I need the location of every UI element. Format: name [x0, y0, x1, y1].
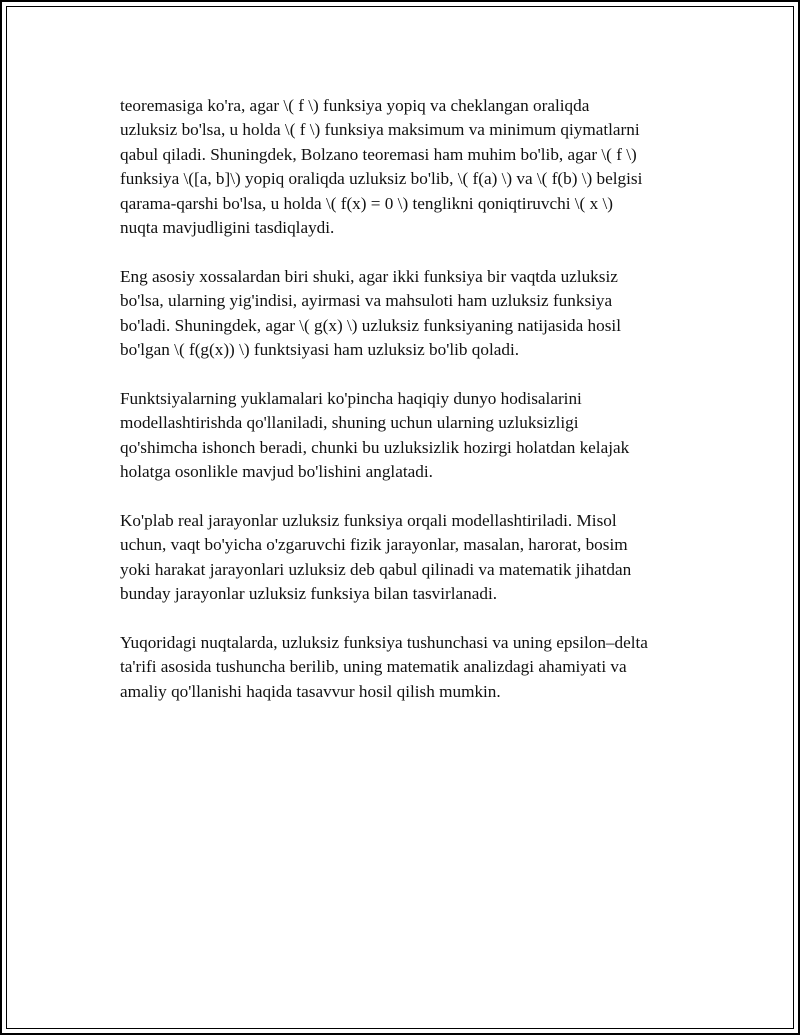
text-line: Funktsiyalarning yuklamalari ko'pincha haqiqiy dunyo hodisalarini	[120, 388, 582, 408]
text-line: uzluksiz bo'lsa, u holda \( f \) funksiya maksimum va minimum qiymatlarni	[120, 120, 640, 140]
text-line: teoremasiga ko'ra, agar \( f \) funksiya yopiq va cheklangan oraliqda	[120, 96, 590, 115]
text-line: yoki harakat jarayonlari uzluksiz deb qabul qilinadi va matematik jihatdan	[120, 559, 632, 579]
text-line: funksiya \([a, b]\) yopiq oraliqda uzluksiz bo'lib, \( f(a) \) va \( f(b) \) belgisi	[120, 169, 643, 189]
paragraph-operations-continuity	[120, 265, 700, 363]
text-line: bo'ladi. Shuningdek, agar \( g(x) \) uzluksiz funksiyaning natijasida hosil	[120, 315, 621, 335]
text-line: Ko'plab real jarayonlar uzluksiz funksiya orqali modellashtiriladi. Misol	[120, 510, 617, 530]
text-line: qarama-qarshi bo'lsa, u holda \( f(x) = 0 \) tenglikni qoniqtiruvchi \( x \)	[120, 193, 613, 213]
document-body	[120, 94, 700, 728]
paragraph-conclusion	[120, 631, 700, 704]
text-line: ta'rifi asosida tushuncha berilib, uning matematik analizdagi ahamiyati va	[120, 657, 627, 677]
text-line: amaliy qo'llanishi haqida tasavvur hosil qilish mumkin.	[120, 681, 501, 701]
text-line: modellashtirishda qo'llaniladi, shuning uchun ularning uzluksizligi	[120, 413, 579, 433]
paragraph-real-processes	[120, 509, 700, 607]
text-line: uchun, vaqt bo'yicha o'zgaruvchi fizik jarayonlar, masalan, harorat, bosim	[120, 535, 628, 555]
text-line: holatga osonlikle mavjud bo'lishini anglatadi.	[120, 462, 433, 482]
text-line: qabul qiladi. Shuningdek, Bolzano teoremasi ham muhim bo'lib, agar \( f \)	[120, 144, 637, 164]
text-line: nuqta mavjudligini tasdiqlaydi.	[120, 218, 335, 238]
text-line: bo'lsa, ularning yig'indisi, ayirmasi va mahsuloti ham uzluksiz funksiya	[120, 291, 613, 311]
text-line: bunday jarayonlar uzluksiz funksiya bilan tasvirlanadi.	[120, 584, 498, 604]
text-line: qo'shimcha ishonch beradi, chunki bu uzluksizlik hozirgi holatdan kelajak	[120, 437, 630, 457]
text-line: Eng asosiy xossalardan biri shuki, agar ikki funksiya bir vaqtda uzluksiz	[120, 266, 618, 286]
text-line: Yuqoridagi nuqtalarda, uzluksiz funksiya tushunchasi va uning epsilon–delta	[120, 632, 648, 652]
paragraph-real-world-modeling	[120, 387, 700, 485]
text-line: bo'lgan \( f(g(x)) \) funktsiyasi ham uzluksiz bo'lib qoladi.	[120, 340, 520, 360]
paragraph-extreme-value-bolzano	[120, 94, 700, 240]
